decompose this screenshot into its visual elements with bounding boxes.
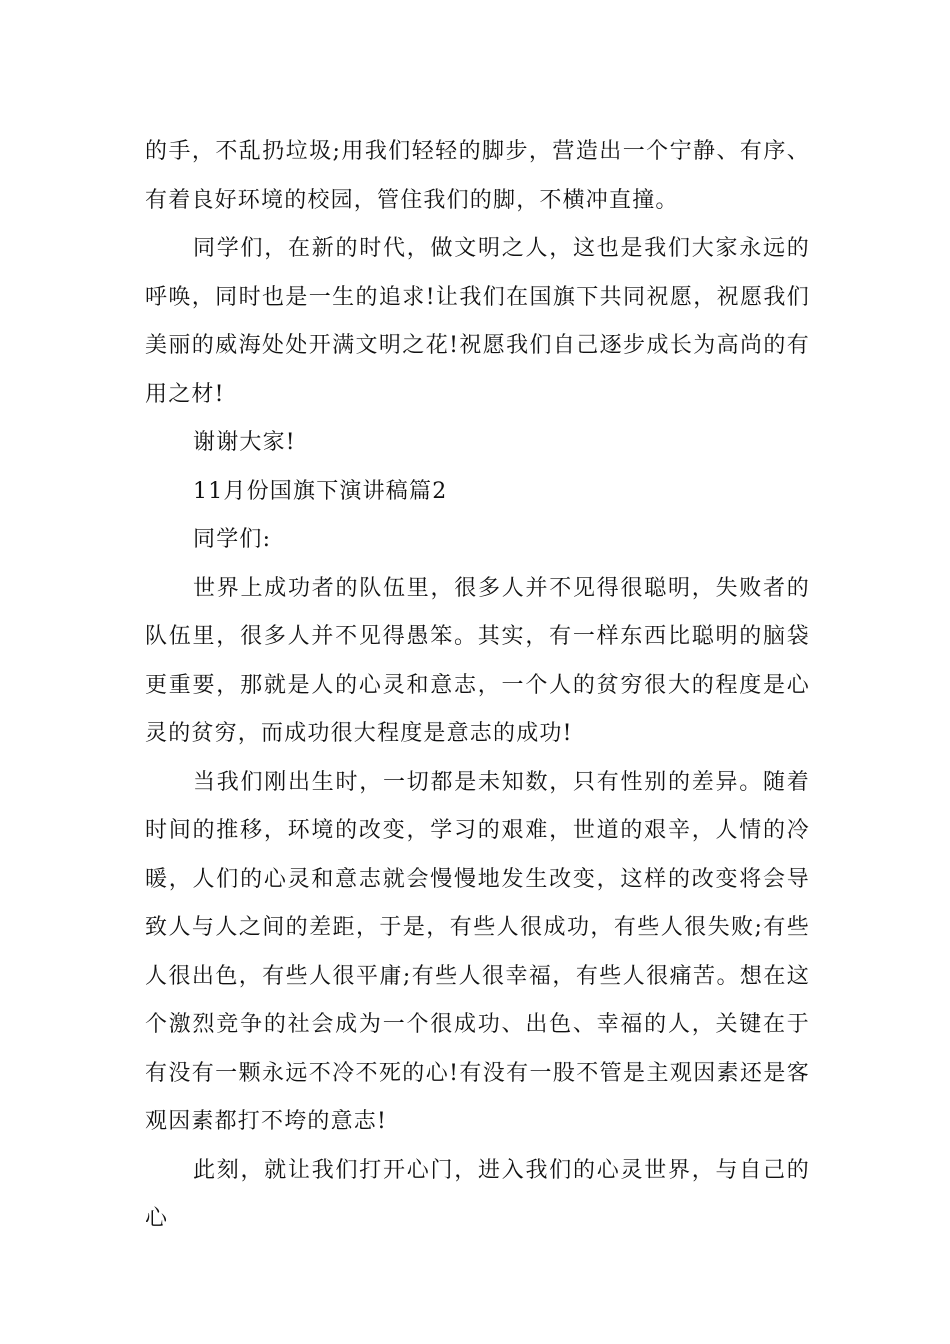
paragraph-birth-and-change: 当我们刚出生时，一切都是未知数，只有性别的差异。随着时间的推移，环境的改变，学习的艰难，世道的艰辛，人情的冷暖，人们的心灵和意志就会慢慢地发生改变，这样的改变将会导致人与人之间的差距，于是，有些人很成功，有些人很失败;有些人很出色，有些人很平庸;有些人很幸福，有些人很痛苦。想在这个激烈竞争的社会成为一个很成功、出色、幸福的人，关键在于有没有一颗永远不冷不死的心!有没有一股不管是主观因素还是客观因素都打不垮的意志! — [145, 769, 810, 1134]
paragraph-success-and-will: 世界上成功者的队伍里，很多人并不见得很聪明，失败者的队伍里，很多人并不见得愚笨。其实，有一样东西比聪明的脑袋更重要，那就是人的心灵和意志，一个人的贫穷很大的程度是心灵的贫穷，而成功很大程度是意志的成功! — [145, 575, 810, 746]
paragraph-civilization-call: 同学们，在新的时代，做文明之人，这也是我们大家永远的呼唤，同时也是一生的追求!让我们在国旗下共同祝愿，祝愿我们美丽的威海处处开满文明之花!祝愿我们自己逐步成长为高尚的有用之材! — [145, 236, 810, 407]
paragraph-continuation: 的手，不乱扔垃圾;用我们轻轻的脚步，营造出一个宁静、有序、有着良好环境的校园，管住我们的脚，不横冲直撞。 — [145, 139, 810, 213]
document-page — [145, 128, 810, 1244]
paragraph-open-heart: 此刻，就让我们打开心门，进入我们的心灵世界，与自己的心 — [145, 1157, 810, 1231]
salutation: 同学们: — [193, 527, 272, 552]
section-heading: 11月份国旗下演讲稿篇2 — [193, 478, 448, 504]
paragraph-thanks: 谢谢大家! — [193, 430, 296, 455]
